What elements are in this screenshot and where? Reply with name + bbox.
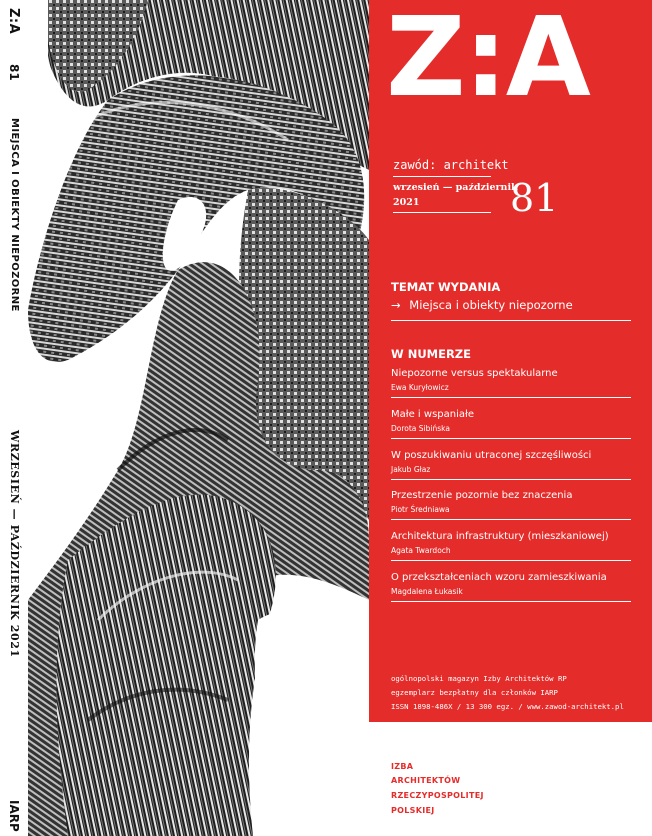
article-item bbox=[391, 529, 631, 570]
spine-issue-number: 81 bbox=[7, 64, 21, 81]
red-panel bbox=[369, 0, 652, 722]
divider bbox=[391, 601, 631, 602]
article-list bbox=[391, 366, 631, 611]
publisher-name-line: RZECZYPOSPOLITEJ bbox=[391, 791, 484, 800]
article-item bbox=[391, 570, 631, 611]
divider bbox=[391, 519, 631, 520]
article-author: Ewa Kuryłowicz bbox=[391, 383, 449, 392]
article-author: Dorota Sibińska bbox=[391, 423, 450, 433]
article-title: W poszukiwaniu utraconej szczęśliwości bbox=[391, 449, 592, 461]
article-author: Jakub Głaz bbox=[391, 464, 431, 474]
publisher-name-line: ARCHITEKTÓW bbox=[391, 776, 461, 785]
article-item bbox=[391, 488, 631, 529]
divider bbox=[391, 438, 631, 439]
article-title: O przekształceniach wzoru zamieszkiwania bbox=[391, 571, 607, 583]
issue-date-months: wrzesień — październik bbox=[393, 182, 518, 193]
theme-title-text: Miejsca i obiekty niepozorne bbox=[409, 298, 573, 312]
issue-number: 81 bbox=[510, 176, 559, 220]
divider bbox=[391, 397, 631, 398]
arrow-right-icon: → bbox=[391, 298, 401, 312]
info-line: ISSN 1898-486X / 13 300 egz. / www.zawod-architekt.pl bbox=[391, 702, 624, 711]
masthead-tagline: zawód: architekt bbox=[393, 158, 509, 172]
theme-heading: TEMAT WYDANIA bbox=[391, 280, 501, 294]
article-item bbox=[391, 407, 631, 448]
spine-logo: Z:A bbox=[6, 8, 21, 35]
article-author: Agata Twardoch bbox=[391, 546, 451, 556]
article-item bbox=[391, 448, 631, 489]
spine-theme: MIEJSCA I OBIEKTY NIEPOZORNE bbox=[9, 118, 20, 312]
distorted-building-image bbox=[28, 0, 369, 836]
publisher-name-line: IZBA bbox=[391, 762, 414, 771]
issue-date-year: 2021 bbox=[393, 197, 420, 208]
article-author: Piotr Średniawa bbox=[391, 505, 450, 515]
cover-photo bbox=[28, 0, 369, 836]
divider bbox=[391, 560, 631, 561]
masthead-logo: Z:A bbox=[386, 0, 589, 121]
divider bbox=[393, 212, 491, 213]
article-title: Architektura infrastruktury (mieszkaniowej) bbox=[391, 531, 609, 543]
contents-heading: W NUMERZE bbox=[391, 347, 472, 361]
spine bbox=[0, 0, 28, 836]
divider bbox=[393, 176, 491, 177]
article-author: Magdalena Łukasik bbox=[391, 586, 463, 596]
article-item bbox=[391, 366, 631, 407]
info-line: egzemplarz bezpłatny dla członków IARP bbox=[391, 688, 558, 697]
divider bbox=[391, 320, 631, 321]
divider bbox=[391, 479, 631, 480]
article-title: Przestrzenie pozornie bez znaczenia bbox=[391, 490, 573, 502]
info-line: ogólnopolski magazyn Izby Architektów RP bbox=[391, 674, 567, 683]
article-title: Małe i wspaniałe bbox=[391, 408, 474, 420]
spine-publisher: IARP bbox=[7, 800, 21, 832]
article-title: Niepozorne versus spektakularne bbox=[391, 368, 558, 379]
publisher-name-line: POLSKIEJ bbox=[391, 806, 435, 815]
theme-title bbox=[391, 298, 573, 312]
spine-date: WRZESIEŃ — PAŹDZIERNIK 2021 bbox=[8, 430, 21, 658]
